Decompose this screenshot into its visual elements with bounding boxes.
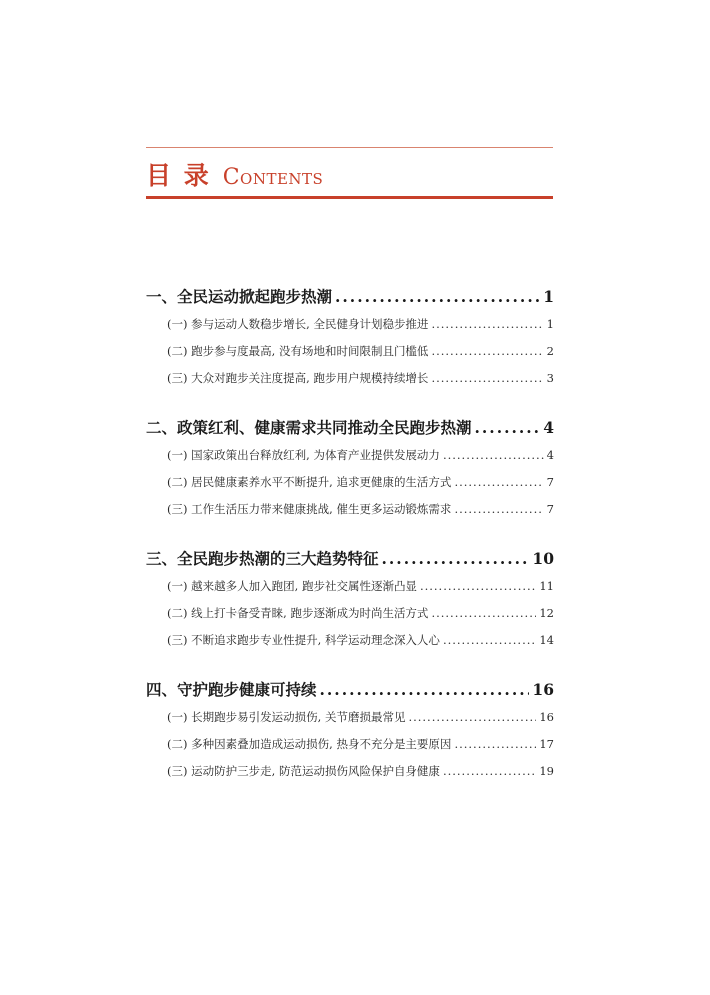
entry-text: (三) 大众对跑步关注度提高, 跑步用户规模持续增长 [167, 371, 429, 385]
entry-text: (一) 国家政策出台释放红利, 为体育产业提供发展动力 [167, 448, 440, 462]
entry-text: (一) 长期跑步易引发运动损伤, 关节磨损最常见 [167, 710, 406, 724]
toc-entry[interactable] [146, 365, 554, 392]
toc-section-title[interactable] [146, 283, 554, 311]
entry-text: (三) 运动防护三步走, 防范运动损伤风险保护自身健康 [167, 764, 440, 778]
entry-page-number: 12 [539, 606, 554, 620]
dot-leader [443, 758, 536, 785]
entry-page-number: 2 [546, 344, 554, 358]
toc-entry[interactable] [146, 600, 554, 627]
dot-leader [443, 442, 544, 469]
dot-leader [431, 600, 536, 627]
section-title-text: 四、守护跑步健康可持续 [146, 680, 317, 699]
toc-entry[interactable] [146, 573, 554, 600]
dot-leader [320, 676, 530, 704]
section-title-text: 二、政策红利、健康需求共同推动全民跑步热潮 [146, 418, 472, 437]
entry-text: (二) 居民健康素养水平不断提升, 追求更健康的生活方式 [167, 475, 452, 489]
entry-page-number: 19 [539, 764, 554, 778]
section-title-text: 三、全民跑步热潮的三大趋势特征 [146, 549, 379, 568]
toc-entry[interactable] [146, 442, 554, 469]
entry-page-number: 3 [546, 371, 554, 385]
entry-text: (二) 跑步参与度最高, 没有场地和时间限制且门槛低 [167, 344, 429, 358]
toc-entry[interactable] [146, 758, 554, 785]
toc-entry[interactable] [146, 704, 554, 731]
entry-text: (二) 多种因素叠加造成运动损伤, 热身不充分是主要原因 [167, 737, 452, 751]
dot-leader [454, 469, 543, 496]
section-page-number: 10 [532, 549, 554, 568]
entry-page-number: 1 [546, 317, 554, 331]
dot-leader [443, 627, 536, 654]
dot-leader [475, 414, 541, 442]
section-title-text: 一、全民运动掀起跑步热潮 [146, 287, 333, 306]
dot-leader [431, 311, 543, 338]
entry-page-number: 11 [539, 579, 554, 593]
section-page-number: 4 [543, 418, 554, 437]
dot-leader [454, 731, 536, 758]
toc-entry[interactable] [146, 338, 554, 365]
toc-section-title[interactable] [146, 545, 554, 573]
toc-section-1 [146, 283, 554, 392]
entry-text: (三) 工作生活压力带来健康挑战, 催生更多运动锻炼需求 [167, 502, 452, 516]
entry-page-number: 4 [546, 448, 554, 462]
dot-leader [454, 496, 543, 523]
toc-section-4 [146, 676, 554, 785]
entry-text: (二) 线上打卡备受青睐, 跑步逐渐成为时尚生活方式 [167, 606, 429, 620]
toc-entry[interactable] [146, 469, 554, 496]
dot-leader [420, 573, 536, 600]
entry-page-number: 7 [546, 475, 554, 489]
toc-entry[interactable] [146, 731, 554, 758]
toc-section-title[interactable] [146, 676, 554, 704]
section-page-number: 16 [532, 680, 554, 699]
dot-leader [431, 338, 543, 365]
section-page-number: 1 [543, 287, 554, 306]
entry-text: (一) 参与运动人数稳步增长, 全民健身计划稳步推进 [167, 317, 429, 331]
toc-heading-zh: 目 录 [146, 161, 211, 190]
entry-text: (一) 越来越多人加入跑团, 跑步社交属性逐渐凸显 [167, 579, 417, 593]
toc-section-3 [146, 545, 554, 654]
dot-leader [382, 545, 530, 573]
top-rule [146, 147, 553, 148]
toc-entry[interactable] [146, 496, 554, 523]
toc-section-title[interactable] [146, 414, 554, 442]
dot-leader [335, 283, 540, 311]
toc-entry[interactable] [146, 311, 554, 338]
toc-entry[interactable] [146, 627, 554, 654]
table-of-contents [146, 283, 554, 807]
entry-page-number: 7 [546, 502, 554, 516]
entry-text: (三) 不断追求跑步专业性提升, 科学运动理念深入人心 [167, 633, 440, 647]
entry-page-number: 14 [539, 633, 554, 647]
dot-leader [431, 365, 543, 392]
entry-page-number: 17 [539, 737, 554, 751]
toc-section-2 [146, 414, 554, 523]
heading-underline [146, 196, 553, 199]
toc-heading-en: Contents [222, 165, 324, 190]
dot-leader [408, 704, 536, 731]
entry-page-number: 16 [539, 710, 554, 724]
toc-heading [146, 156, 323, 192]
